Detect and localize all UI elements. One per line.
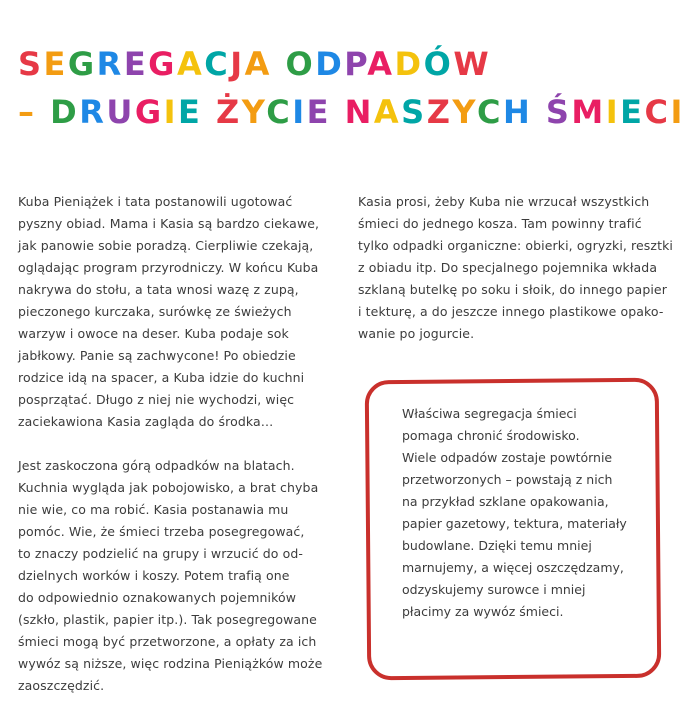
text-line: nakrywa do stołu, a tata wnosi wazę z zupą,: [18, 282, 299, 297]
title-letter: G: [67, 45, 97, 83]
title-letter: Ż: [216, 93, 242, 131]
text-line: wanie po jogurcie.: [358, 326, 475, 341]
info-box-text: [402, 403, 662, 623]
title-letter: S: [401, 93, 427, 131]
title-letter: W: [453, 45, 492, 83]
text-line: jabłkowy. Panie są zachwycone! Po obiedzie: [18, 348, 296, 363]
left-column: [18, 191, 348, 719]
title-letter: C: [476, 93, 503, 131]
text-line: Wiele odpadów zostaje powtórnie: [402, 450, 613, 465]
title-letter: Z: [426, 93, 453, 131]
title-letter: Ś: [545, 93, 572, 131]
title-letter: R: [79, 93, 107, 131]
text-line: zaciekawiona Kasia zagląda do środka…: [18, 414, 274, 429]
text-line: to znaczy podzielić na grupy i wrzucić do od-: [18, 546, 303, 561]
title-letter: E: [43, 45, 68, 83]
text-line: jak panowie sobie poradzą. Cierpliwie czekają,: [18, 238, 314, 253]
text-line: wywóz są niższe, więc rodzina Pieniążków może: [18, 656, 323, 671]
text-line: i tekturę, a do jeszcze innego plastikowe opako-: [358, 304, 664, 319]
text-line: pomóc. Wie, że śmieci trzeba posegregować,: [18, 524, 305, 539]
text-line: posprzątać. Długo z niej nie wychodzi, więc: [18, 392, 295, 407]
title-letter: [532, 93, 546, 131]
title-letter: A: [367, 45, 395, 83]
title-letter: I: [605, 93, 621, 131]
text-line: Kasia prosi, żeby Kuba nie wrzucał wszystkich: [358, 194, 650, 209]
title-letter: P: [344, 45, 368, 83]
title-letter: M: [571, 93, 606, 131]
title-letter: G: [134, 93, 164, 131]
text-line: Kuchnia wygląda jak pobojowisko, a brat chyba: [18, 480, 319, 495]
text-line: z obiadu itp. Do specjalnego pojemnika wkłada: [358, 260, 658, 275]
text-line: dzielnych worków i koszy. Potem trafią one: [18, 568, 290, 583]
text-line: (szkło, plastik, papier itp.). Tak posegregowane: [18, 612, 317, 627]
right-paragraph-1: [358, 191, 678, 345]
text-line: Właściwa segregacja śmieci: [402, 406, 577, 421]
text-line: Jest zaskoczona górą odpadków na blatach.: [18, 458, 295, 473]
title-letter: U: [106, 93, 135, 131]
text-line: pyszny obiad. Mama i Kasia są bardzo ciekawe,: [18, 216, 320, 231]
text-line: warzyw i owoce na deser. Kuba podaje sok: [18, 326, 289, 341]
title-letter: R: [96, 45, 124, 83]
title-letter: Y: [452, 93, 477, 131]
text-line: zaoszczędzić.: [18, 678, 105, 693]
title-letter: C: [644, 93, 671, 131]
title-letter: A: [244, 45, 272, 83]
title-letter: D: [315, 45, 345, 83]
text-line: Kuba Pieniążek i tata postanowili ugotować: [18, 194, 293, 209]
title-letter: [331, 93, 345, 131]
title-letter: S: [18, 45, 44, 83]
text-line: śmieci do jednego kosza. Tam powinny trafić: [358, 216, 642, 231]
title-letter: J: [230, 45, 245, 83]
title-letter: G: [148, 45, 177, 83]
text-line: do odpowiednio oznakowanych pojemników: [18, 590, 297, 605]
text-line: szklaną butelkę po soku i słoik, do innego papier: [358, 282, 667, 297]
title-letter: [272, 45, 286, 83]
title-letter: E: [306, 93, 331, 131]
left-paragraph-1: [18, 191, 348, 433]
title-letter: E: [178, 93, 203, 131]
title-letter: [37, 93, 51, 131]
title-letter: I: [292, 93, 307, 131]
text-line: oglądając program przyrodniczy. W końcu Kuba: [18, 260, 319, 275]
title-letter: E: [620, 93, 645, 131]
title-letter: A: [176, 45, 205, 83]
text-line: odzyskujemy surowce i mniej: [402, 582, 586, 597]
text-line: przetworzonych – powstają z nich: [402, 472, 613, 487]
title-line-1: [18, 40, 688, 88]
title-letter: –: [18, 93, 37, 131]
text-line: płacimy za wywóz śmieci.: [402, 604, 564, 619]
title-letter: I: [670, 93, 685, 131]
right-column: [358, 191, 678, 367]
title-letter: N: [344, 93, 374, 131]
text-line: pomaga chronić środowisko.: [402, 428, 580, 443]
title-letter: C: [266, 93, 293, 131]
title-letter: D: [50, 93, 80, 131]
text-line: nie wie, co ma robić. Kasia postanawia mu: [18, 502, 289, 517]
title-letter: E: [123, 45, 149, 83]
title-letter: I: [163, 93, 178, 131]
page-title: [18, 40, 688, 136]
title-letter: Y: [241, 93, 267, 131]
text-line: marnujemy, a więcej oszczędzamy,: [402, 560, 624, 575]
title-letter: H: [502, 93, 533, 131]
text-line: śmieci mogą być przetworzone, a opłaty za ich: [18, 634, 317, 649]
text-line: na przykład szklane opakowania,: [402, 494, 609, 509]
text-line: rodzice idą na spacer, a Kuba idzie do kuchni: [18, 370, 305, 385]
title-line-2: [18, 88, 688, 136]
title-letter: [202, 93, 216, 131]
title-letter: A: [373, 93, 402, 131]
left-paragraph-2: [18, 455, 348, 697]
text-line: pieczonego kurczaka, surówkę ze świeżych: [18, 304, 292, 319]
title-letter: Ó: [423, 45, 454, 83]
text-line: budowlane. Dzięki temu mniej: [402, 538, 592, 553]
title-letter: C: [204, 45, 231, 83]
title-letter: D: [394, 45, 424, 83]
text-line: tylko odpadki organiczne: obierki, ogryzki, resztki: [358, 238, 673, 253]
title-letter: O: [285, 45, 316, 83]
text-line: papier gazetowy, tektura, materiały: [402, 516, 627, 531]
